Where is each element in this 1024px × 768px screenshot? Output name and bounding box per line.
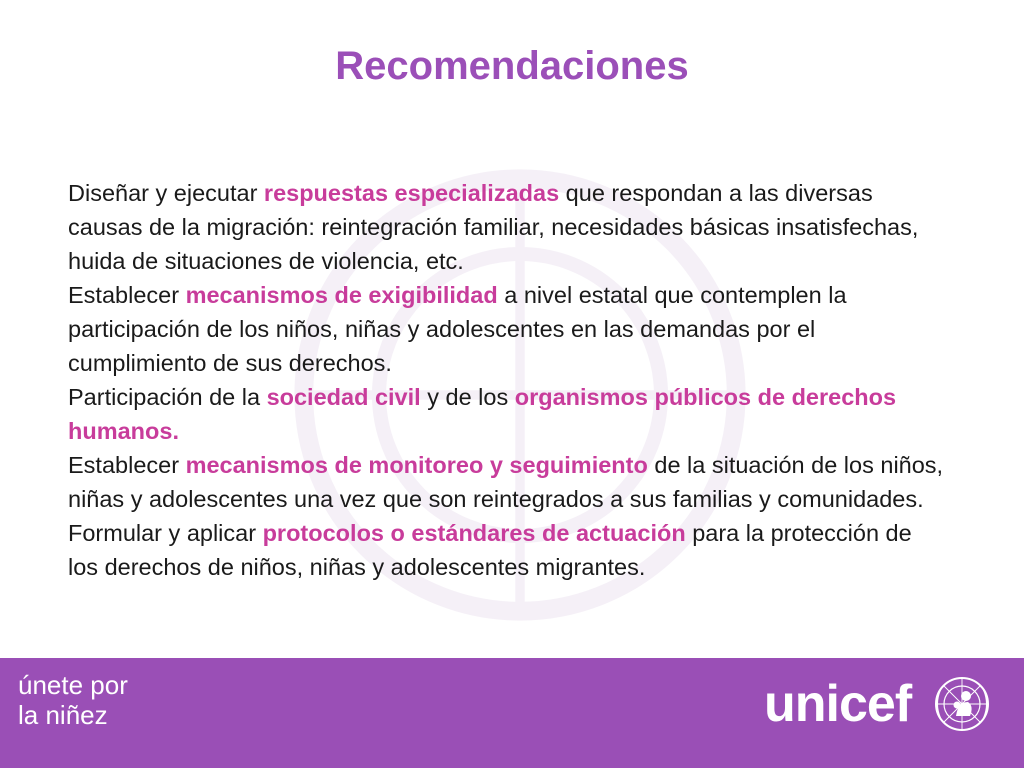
text-run: para la protección de los derechos de niños, niñas y adolescentes migrantes. [68, 520, 912, 580]
recommendation-5 [68, 516, 948, 584]
slogan-line-2: la niñez [18, 700, 108, 730]
highlight-term: organismos públicos de derechos humanos. [68, 384, 897, 444]
text-run: Establecer [68, 452, 186, 478]
unicef-wordmark: unicef [764, 675, 912, 733]
highlight-term: mecanismos de monitoreo y seguimiento [185, 452, 648, 478]
text-run: y de los [420, 384, 515, 410]
slide-title: Recomendaciones [335, 44, 689, 88]
recommendation-4 [68, 448, 948, 516]
unicef-emblem-icon [930, 672, 994, 736]
highlight-term: respuestas especializadas [263, 180, 560, 206]
text-run: Diseñar y ejecutar [68, 180, 264, 206]
text-run: Formular y aplicar [68, 520, 263, 546]
text-run: Establecer [68, 282, 186, 308]
highlight-term: sociedad civil [266, 384, 421, 410]
highlight-term: mecanismos de exigibilidad [185, 282, 498, 308]
footer-bar [0, 658, 1024, 768]
text-run: que respondan a las diversas causas de la migración: reintegración familiar, necesidades básicas insatisfechas, huida de situaciones de violencia, etc. [68, 180, 919, 274]
highlight-term: protocolos o estándares de actuación [262, 520, 686, 546]
slogan-line-1: únete por [18, 670, 128, 700]
text-run: de la situación de los niños, niñas y adolescentes una vez que son reintegrados a sus familias y comunidades. [68, 452, 944, 512]
text-run: a nivel estatal que contemplen la participación de los niños, niñas y adolescentes en las demandas por el cumplimiento de sus derechos. [68, 282, 847, 376]
recommendation-3 [68, 380, 948, 448]
recommendation-2 [68, 278, 948, 380]
recommendations-body [68, 176, 948, 584]
recommendation-1 [68, 176, 948, 278]
slogan [18, 670, 128, 730]
text-run: Participación de la [68, 384, 267, 410]
